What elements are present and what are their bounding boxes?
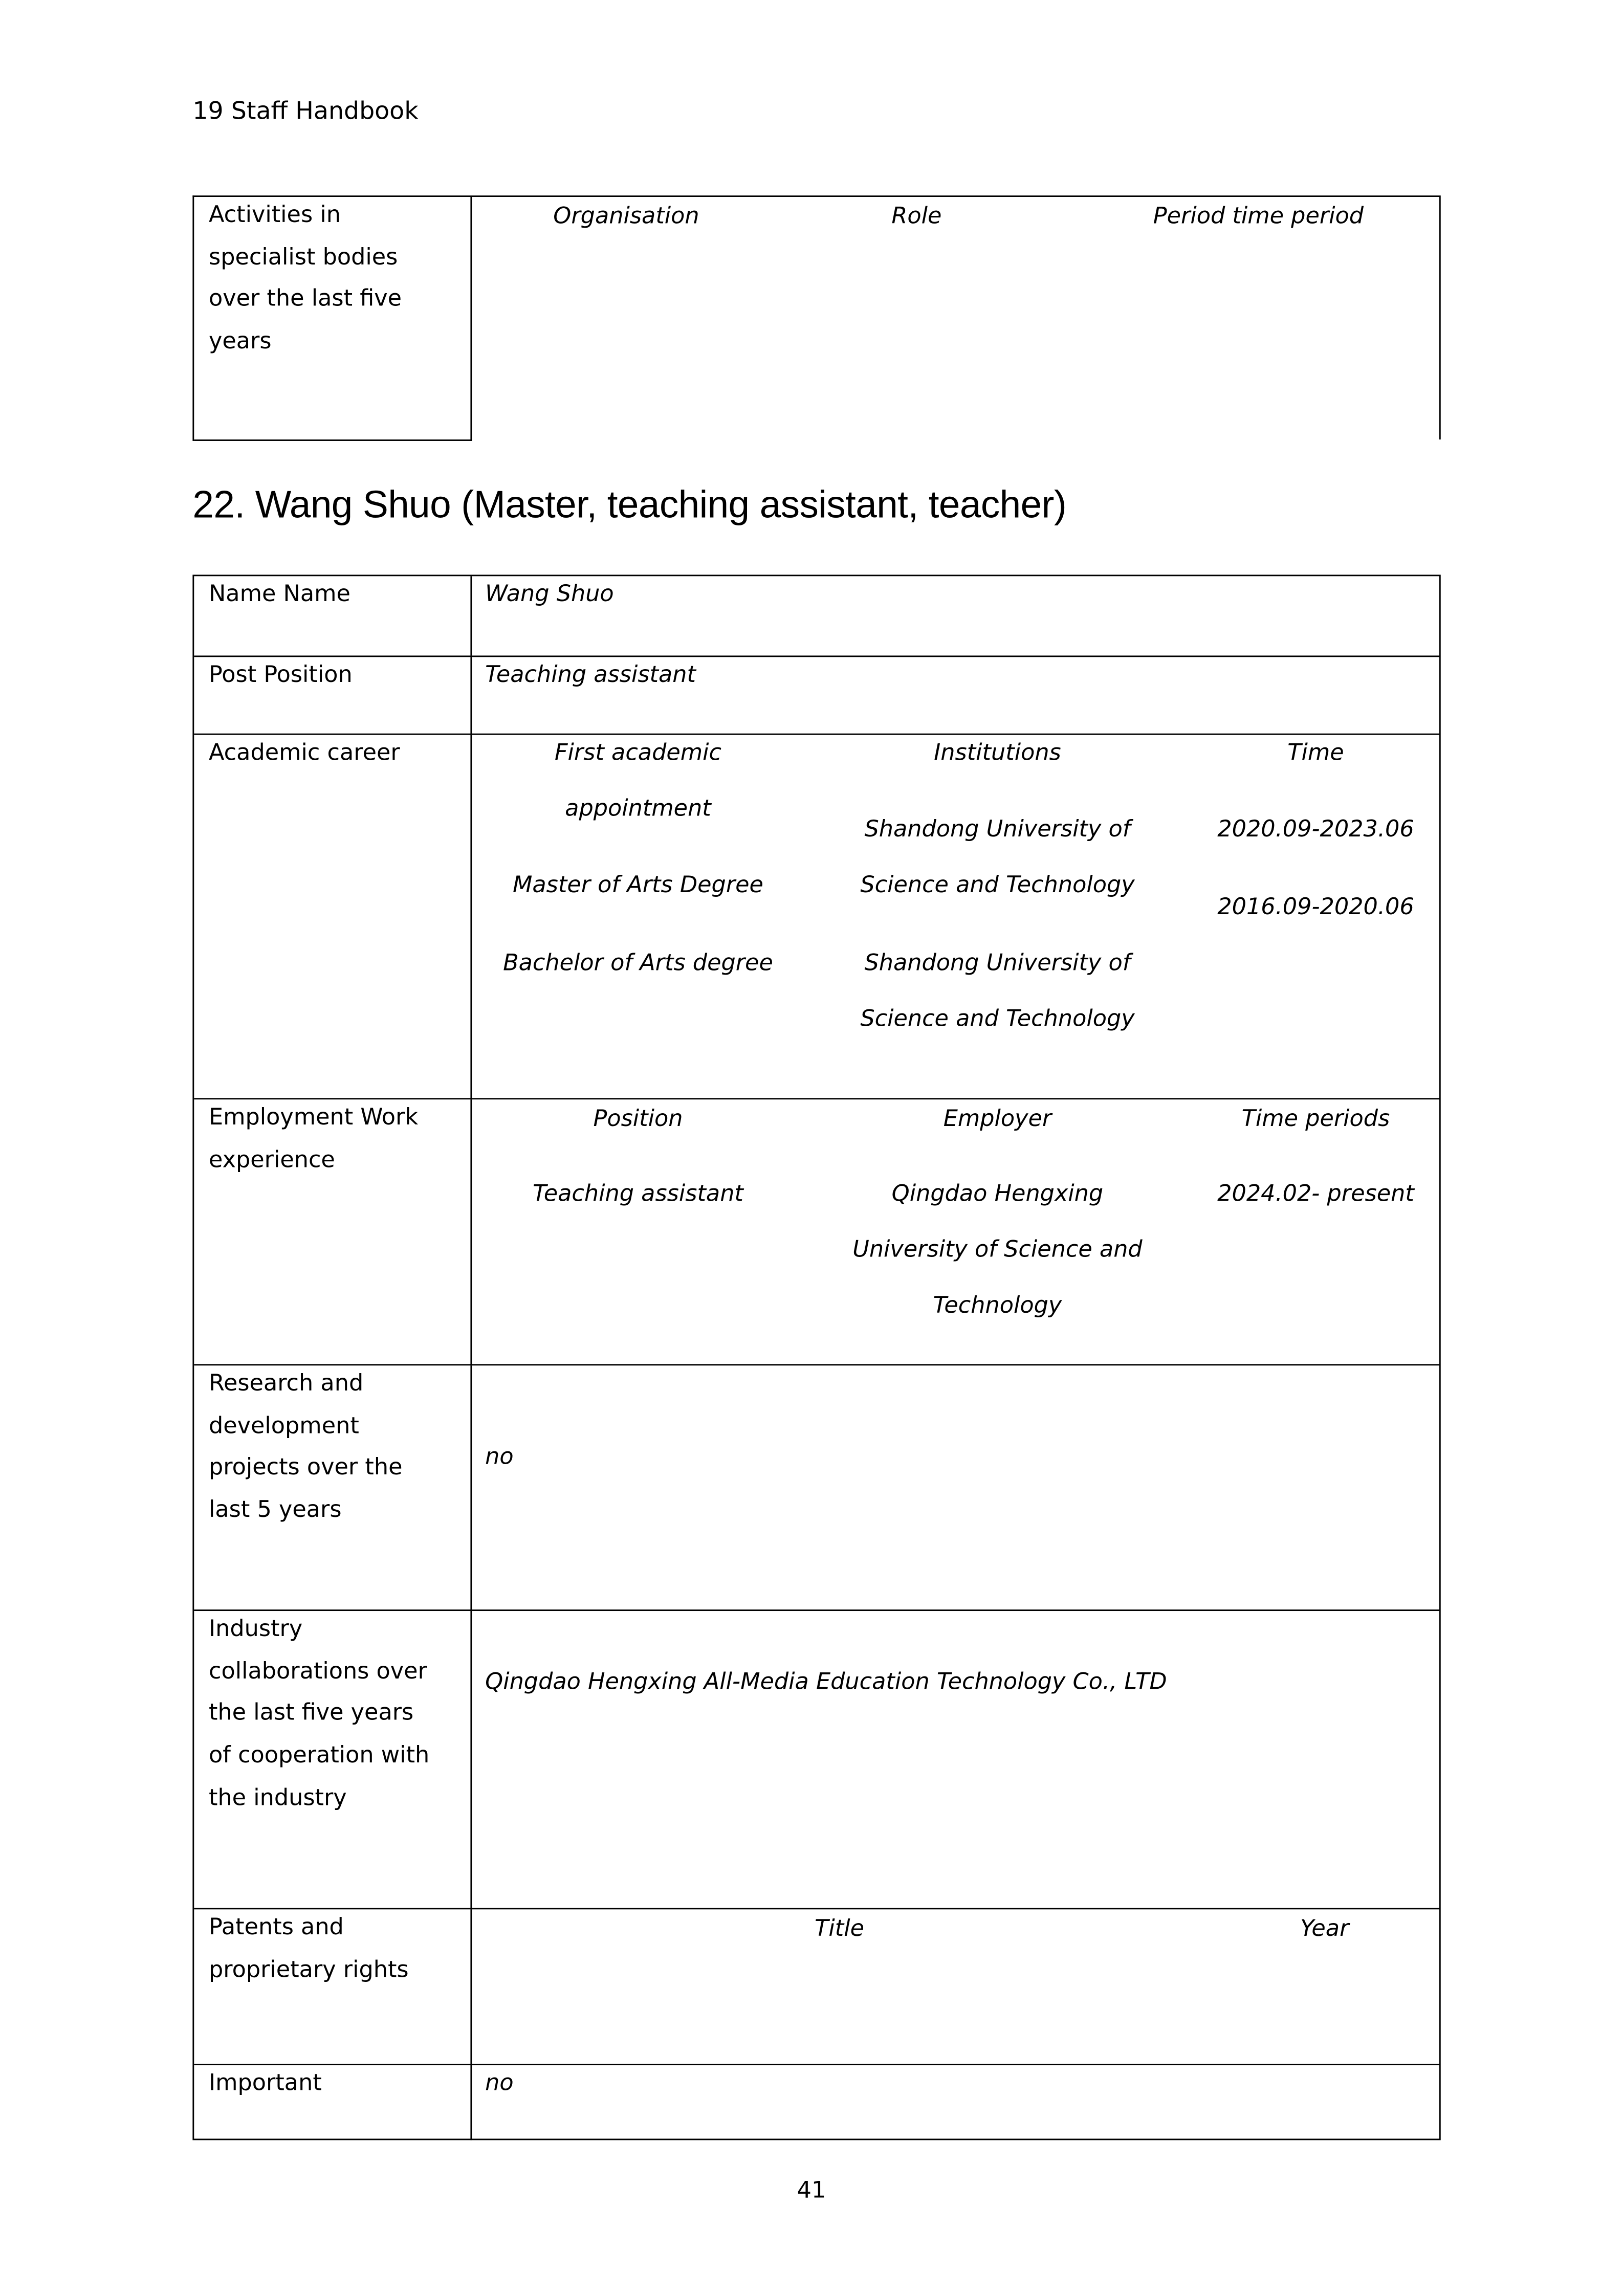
- label-line: the industry: [208, 1784, 347, 1811]
- patents-label: [194, 1909, 472, 2065]
- position-header: Position: [593, 1105, 683, 1132]
- label-line: Employment Work: [208, 1103, 419, 1131]
- employer-header: Employer: [943, 1105, 1052, 1132]
- row-research: [194, 1364, 1439, 1611]
- running-header: 19 Staff Handbook: [192, 97, 419, 125]
- staff-profile-table: [192, 575, 1440, 2140]
- label-line: Industry: [208, 1615, 303, 1642]
- employment-label: [194, 1099, 472, 1365]
- name-label: [194, 576, 472, 655]
- label-line: last 5 years: [208, 1496, 342, 1523]
- column-header-period: Period time period: [1153, 203, 1364, 230]
- label-line: Research and: [208, 1370, 364, 1397]
- time-periods-header: Time periods: [1241, 1105, 1390, 1132]
- label-line: projects over the: [208, 1454, 403, 1481]
- time-header: Time: [1287, 739, 1344, 766]
- label-text: Academic career: [208, 739, 400, 766]
- row-industry: [194, 1609, 1439, 1909]
- row-employment: [194, 1098, 1439, 1365]
- employer-line: Qingdao Hengxing: [891, 1180, 1104, 1207]
- label-line: Activities in: [208, 201, 341, 228]
- row-name: [194, 576, 1439, 655]
- label-line: proprietary rights: [208, 1956, 409, 1983]
- page-number: 41: [797, 2177, 826, 2203]
- time-period-value: 2024.02- present: [1217, 1180, 1414, 1207]
- specialist-bodies-values: [472, 197, 1440, 441]
- degree-bachelor: Bachelor of Arts degree: [503, 950, 773, 976]
- specialist-bodies-label: [194, 197, 472, 441]
- important-value-cell: [472, 2065, 1439, 2140]
- label-line: the last five years: [208, 1699, 414, 1727]
- industry-value: Qingdao Hengxing All-Media Education Technology Co., LTD: [485, 1668, 1167, 1695]
- label-line: years: [208, 328, 272, 355]
- name-value-cell: [472, 576, 1439, 655]
- industry-label: [194, 1611, 472, 1909]
- label-line: experience: [208, 1146, 335, 1173]
- label-line: of cooperation with: [208, 1742, 430, 1769]
- label-line: collaborations over: [208, 1658, 427, 1684]
- industry-value-cell: [472, 1611, 1439, 1909]
- research-label: [194, 1365, 472, 1611]
- row-patents: [194, 1908, 1439, 2065]
- section-heading: 22. Wang Shuo (Master, teaching assistant, teacher): [192, 482, 1067, 526]
- post-value: Teaching assistant: [485, 661, 696, 688]
- degree-master: Master of Arts Degree: [512, 871, 763, 898]
- institution-master-line: Shandong University of: [864, 815, 1131, 843]
- label-line: specialist bodies: [208, 244, 398, 270]
- important-value: no: [485, 2069, 514, 2096]
- column-header-organisation: Organisation: [553, 203, 699, 230]
- time-bachelor: 2016.09-2020.06: [1217, 893, 1414, 920]
- employer-line: Technology: [933, 1292, 1062, 1319]
- degree-header-line: appointment: [565, 795, 711, 822]
- position-value: Teaching assistant: [533, 1180, 743, 1207]
- patents-values: [472, 1909, 1439, 2065]
- time-master: 2020.09-2023.06: [1217, 815, 1414, 843]
- row-post: [194, 655, 1439, 735]
- label-text: Important: [208, 2069, 322, 2096]
- label-line: Patents and: [208, 1913, 344, 1940]
- important-label: [194, 2065, 472, 2140]
- row-academic-career: [194, 734, 1439, 1099]
- patents-year-header: Year: [1300, 1915, 1349, 1942]
- label-line: development: [208, 1412, 359, 1439]
- academic-values: [472, 735, 1439, 1100]
- name-value: Wang Shuo: [485, 580, 614, 607]
- label-line: over the last five: [208, 285, 402, 313]
- academic-label: [194, 735, 472, 1100]
- employer-line: University of Science and: [852, 1236, 1143, 1263]
- institution-header: Institutions: [934, 739, 1061, 766]
- institution-bachelor-line: Shandong University of: [864, 950, 1131, 976]
- column-header-role: Role: [891, 203, 942, 230]
- label-text: Name Name: [208, 580, 350, 607]
- post-label: [194, 657, 472, 735]
- degree-header-line: First academic: [554, 739, 722, 766]
- institution-master-line: Science and Technology: [860, 871, 1135, 898]
- post-value-cell: [472, 657, 1439, 735]
- row-important: [194, 2064, 1439, 2140]
- research-value-cell: [472, 1365, 1439, 1611]
- research-value: no: [485, 1443, 514, 1470]
- employment-values: [472, 1099, 1439, 1365]
- specialist-bodies-table: [192, 195, 1440, 441]
- institution-bachelor-line: Science and Technology: [860, 1005, 1135, 1032]
- patents-title-header: Title: [815, 1915, 864, 1942]
- label-text: Post Position: [208, 661, 353, 688]
